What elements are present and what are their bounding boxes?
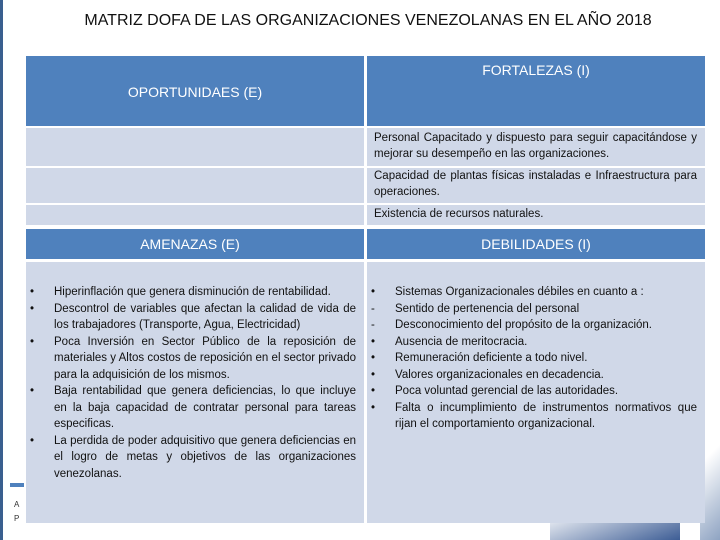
item-text: Remuneración deficiente a todo nivel. <box>395 352 588 364</box>
fortaleza-item: Existencia de recursos naturales. <box>367 205 705 225</box>
bullet-icon: - <box>371 302 375 315</box>
item-text: Descontrol de variables que afectan la calidad de vida de los trabajadores (Transporte, Agua, Electricidad) <box>54 302 356 331</box>
bullet-icon: • <box>371 368 376 381</box>
debilidades-header: DEBILIDADES (I) <box>367 229 705 259</box>
debilidades-item <box>367 350 697 367</box>
bullet-icon: • <box>371 385 376 397</box>
bullet-icon: - <box>371 319 375 331</box>
oportunidades-cell <box>26 168 364 203</box>
debilidades-item <box>367 334 697 351</box>
bullet-icon: • <box>30 302 35 315</box>
item-text: Sentido de pertenencia del personal <box>395 302 580 315</box>
amenazas-header: AMENAZAS (E) <box>26 229 364 259</box>
item-text: Baja rentabilidad que genera deficiencias, lo que incluye en la baja capacidad de contratar personal para tareas especificas. <box>54 385 356 430</box>
amenazas-item <box>26 334 356 384</box>
side-accent <box>10 483 24 487</box>
debilidades-item <box>367 400 697 433</box>
item-text: La perdida de poder adquisitivo que genera deficiencias en el logro de metas y objetivos de las organizaciones venezolanas. <box>54 434 356 480</box>
oportunidades-header: OPORTUNIDAES (E) <box>26 56 364 126</box>
item-text: Valores organizacionales en decadencia. <box>395 368 604 381</box>
fortaleza-item: Capacidad de plantas físicas instaladas e Infraestructura para operaciones. <box>367 168 705 203</box>
left-border <box>0 0 3 540</box>
fortalezas-header: FORTALEZAS (I) <box>367 56 705 126</box>
item-text: Desconocimiento del propósito de la organización. <box>395 319 652 331</box>
debilidades-item <box>367 301 697 318</box>
bullet-icon: • <box>371 335 376 348</box>
fortaleza-item: Personal Capacitado y dispuesto para seguir capacitándose y mejorar su desempeño en las organizaciones. <box>367 128 705 166</box>
oportunidades-cell <box>26 205 364 225</box>
oportunidades-cell <box>26 128 364 166</box>
bullet-icon: • <box>30 286 35 298</box>
item-text: Sistemas Organizacionales débiles en cuanto a : <box>395 286 644 298</box>
debilidades-item <box>367 317 697 334</box>
bullet-icon: • <box>30 434 35 447</box>
bullet-icon: • <box>371 401 376 414</box>
item-text: Poca voluntad gerencial de las autoridades. <box>395 385 619 397</box>
bullet-icon: • <box>371 352 376 364</box>
bullet-icon: • <box>371 286 376 298</box>
page-title: MATRIZ DOFA DE LAS ORGANIZACIONES VENEZOLANAS EN EL AÑO 2018 <box>84 12 652 29</box>
amenazas-item <box>26 383 356 433</box>
amenazas-cell <box>26 262 364 523</box>
bullet-icon: • <box>30 335 35 348</box>
amenazas-item <box>26 284 356 301</box>
debilidades-item <box>367 367 697 384</box>
item-text: Hiperinflación que genera disminución de rentabilidad. <box>54 286 331 298</box>
debilidades-item <box>367 383 697 400</box>
bullet-icon: • <box>30 385 35 397</box>
item-text: Poca Inversión en Sector Público de la reposición de materiales y Altos costos de reposición en el sector privado para la adquisición de los mismos. <box>54 335 356 381</box>
amenazas-item <box>26 301 356 334</box>
debilidades-cell <box>367 262 705 523</box>
debilidades-item <box>367 284 697 301</box>
item-text: Ausencia de meritocracia. <box>395 335 528 348</box>
side-letter: P <box>14 514 20 523</box>
side-letter: A <box>14 500 20 509</box>
item-text: Falta o incumplimiento de instrumentos normativos que rijan el comportamiento organizacional. <box>395 401 697 430</box>
amenazas-item <box>26 433 356 483</box>
